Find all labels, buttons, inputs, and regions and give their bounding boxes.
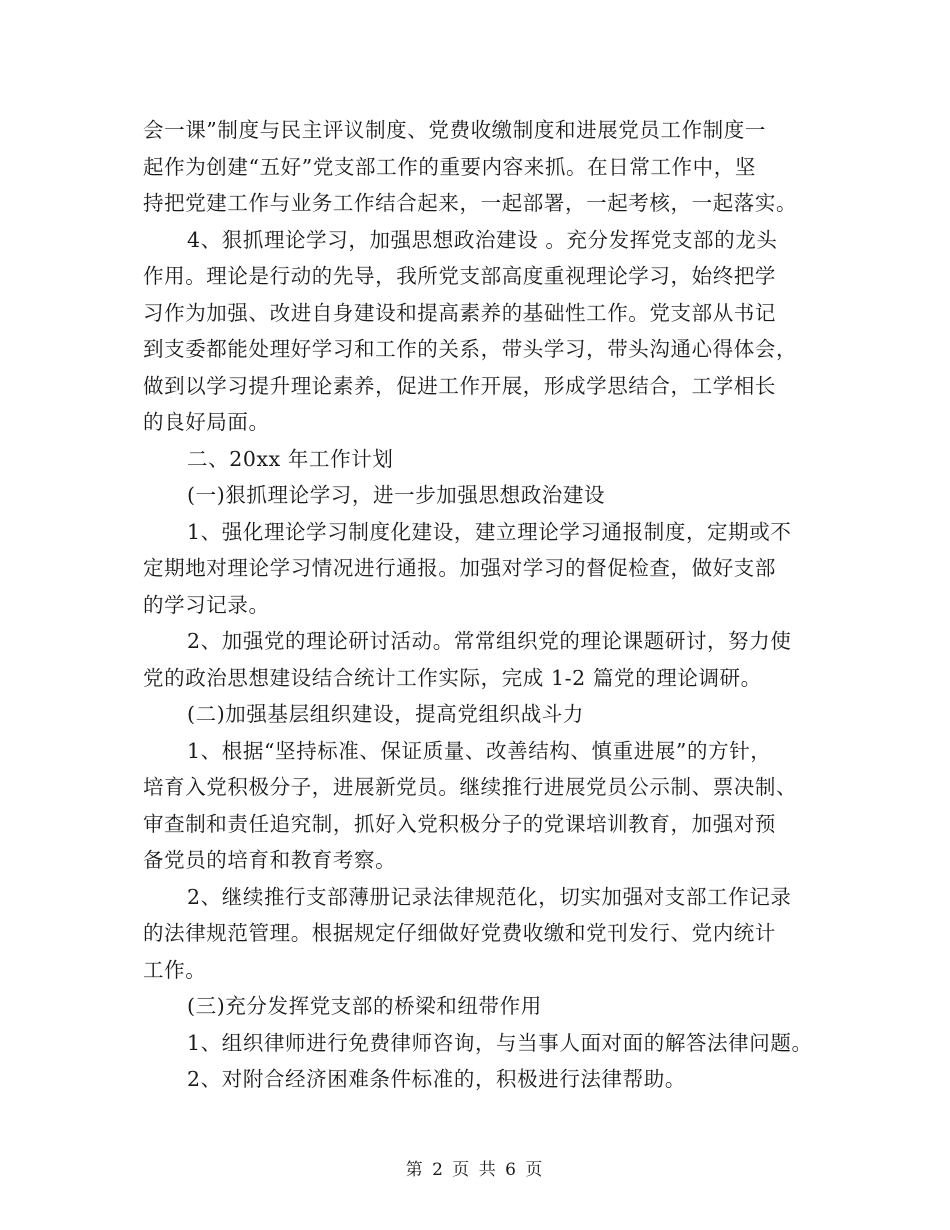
paragraph-start-line: 2、加强党的理论研讨活动。常常组织党的理论课题研讨，努力使	[187, 629, 792, 653]
text-line: 起作为创建“五好”党支部工作的重要内容来抓。在日常工作中，坚	[143, 154, 756, 179]
text-line: 定期地对理论学习情况进行通报。加强对学习的督促检查，做好支部	[143, 556, 776, 580]
paragraph-start-line: 4、狠抓理论学习，加强思想政治建设 。充分发挥党支部的龙头	[187, 227, 778, 252]
text-line: 做到以学习提升理论素养，促进工作开展，形成学思结合，工学相长	[143, 373, 776, 398]
text-line: 持把党建工作与业务工作结合起来，一起部署，一起考核，一起落实。	[143, 191, 798, 215]
text-line: 培育入党积极分子，进展新党员。继续推行进展党员公示制、票决制、	[143, 775, 798, 799]
paragraph-start-line: 1、组织律师进行免费律师咨询，与当事人面对面的解答法律问题。	[187, 1030, 813, 1055]
document-body	[143, 112, 823, 1098]
paragraph-start-line: 1、强化理论学习制度化建设，建立理论学习通报制度，定期或不	[187, 519, 792, 544]
paragraph-start-line: 2、对附合经济困难条件标准的，积极进行法律帮助。	[187, 1067, 686, 1091]
page-number-footer: 第 2 页 共 6 页	[405, 1160, 545, 1180]
paragraph-start-line: 2、继续推行支部薄册记录法律规范化，切实加强对支部工作记录	[187, 884, 792, 909]
text-line: 到支委都能处理好学习和工作的关系，带头学习，带头沟通心得体会，	[143, 337, 798, 361]
text-line: 作用。理论是行动的先导，我所党支部高度重视理论学习，始终把学	[143, 264, 776, 288]
text-line: 工作。	[143, 957, 207, 982]
text-line: 审查制和责任追究制，抓好入党积极分子的党课培训教育，加强对预	[143, 811, 776, 836]
text-line: 的学习记录。	[143, 592, 270, 617]
text-line: 备党员的培育和教育考察。	[143, 848, 397, 872]
subsection-heading: (三)充分发挥党支部的桥梁和纽带作用	[187, 994, 542, 1018]
subsection-heading: (二)加强基层组织建设，提高党组织战斗力	[187, 702, 584, 726]
text-line: 的良好局面。	[143, 410, 270, 434]
text-line: 党的政治思想建设结合统计工作实际，完成 1-2 篇党的理论调研。	[143, 665, 762, 690]
text-line: 的法律规范管理。根据规定仔细做好党费收缴和党刊发行、党内统计	[143, 921, 776, 945]
subsection-heading: (一)狠抓理论学习，进一步加强思想政治建设	[187, 483, 606, 507]
text-line: 习作为加强、改进自身建设和提高素养的基础性工作。党支部从书记	[143, 300, 776, 325]
paragraph-start-line: 1、根据“坚持标准、保证质量、改善结构、慎重进展”的方针，	[187, 738, 772, 763]
text-line: 会一课”制度与民主评议制度、党费收缴制度和进展党员工作制度一	[143, 118, 766, 142]
section-heading: 二、20xx 年工作计划	[187, 446, 394, 471]
